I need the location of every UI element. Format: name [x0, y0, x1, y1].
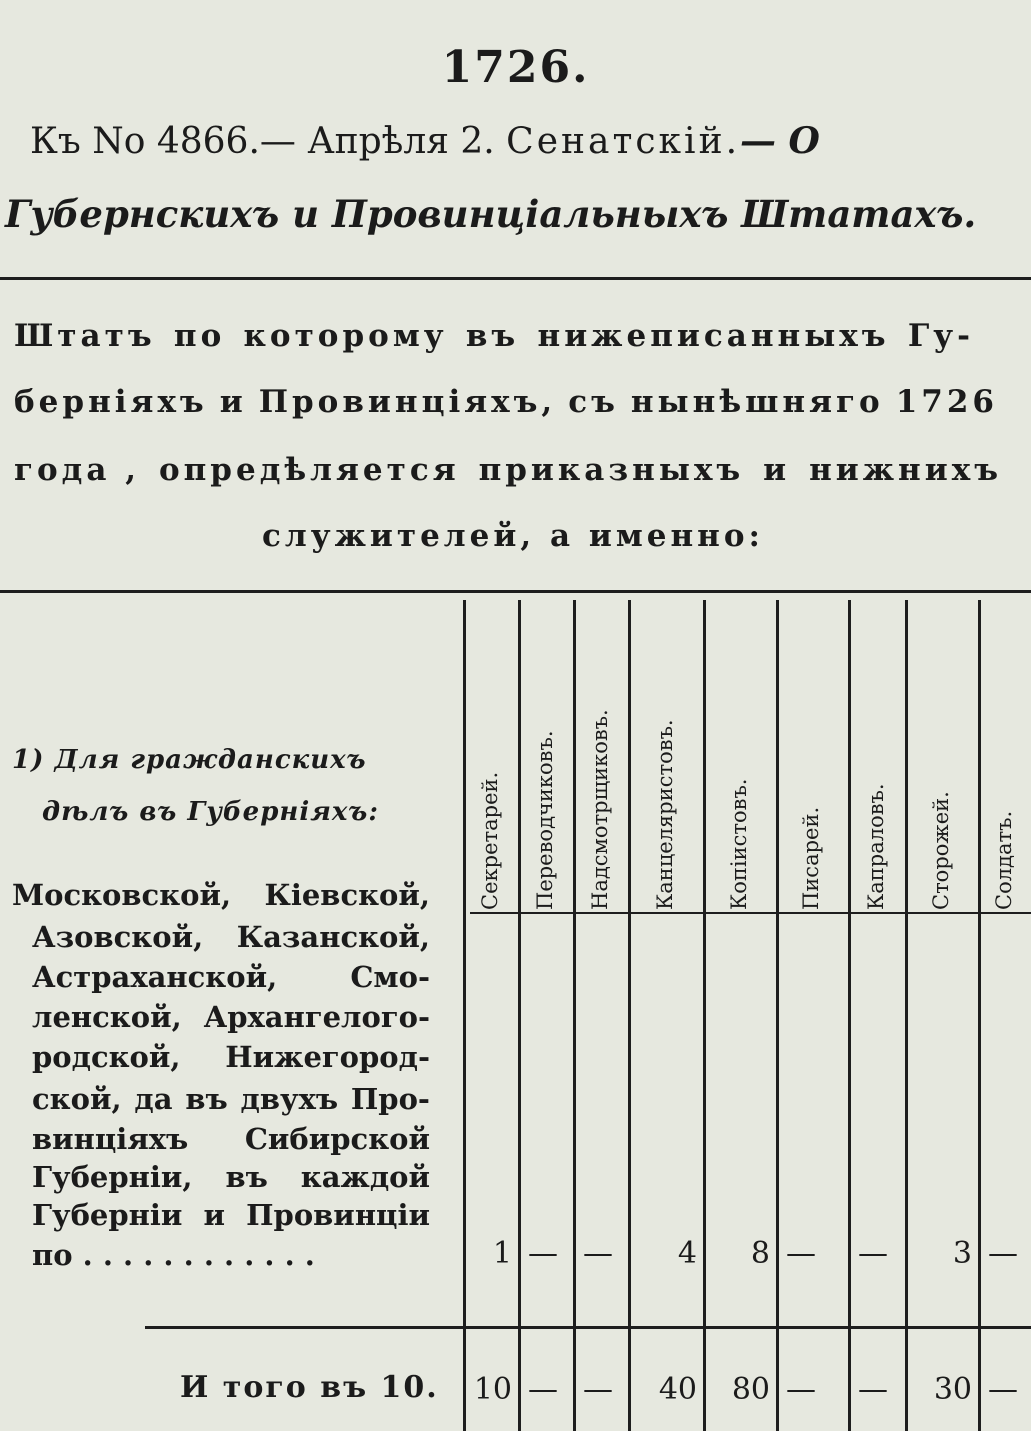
- total-cell-overseers: —: [583, 1372, 613, 1407]
- column-rule: [463, 600, 466, 1431]
- decree-word: приказныхъ: [478, 452, 745, 488]
- province-line: [32, 1040, 430, 1074]
- province-word: Азовской,: [32, 920, 204, 954]
- decree-word: года ,: [14, 452, 141, 488]
- province-line: [32, 1000, 430, 1034]
- column-rule: [628, 600, 631, 1431]
- province-word: Нижегород-: [225, 1040, 430, 1074]
- province-line: [32, 1238, 315, 1272]
- province-word: родской,: [32, 1040, 181, 1074]
- per-province-cell-overseers: —: [583, 1236, 613, 1271]
- column-header-translators: Переводчиковъ.: [532, 730, 557, 910]
- decree-word: 1726: [895, 384, 998, 420]
- province-line: [12, 878, 430, 912]
- document-subject: Губернскихъ и Провинціальныхъ Штатахъ.: [5, 192, 977, 236]
- column-header-overseers: Надсмотрщиковъ.: [587, 709, 612, 910]
- province-word: винціяхъ: [32, 1122, 189, 1156]
- decree-word: Штатъ: [14, 318, 156, 354]
- column-rule: [776, 600, 779, 1431]
- divider-top: [0, 277, 1031, 280]
- province-word: Московской,: [12, 878, 232, 912]
- province-word: Архангелого-: [203, 1000, 430, 1034]
- total-label: И того въ 10.: [180, 1370, 439, 1405]
- column-header-corporals: Капраловъ.: [863, 783, 888, 910]
- province-word: двухъ: [240, 1082, 339, 1116]
- decree-word: нынѣшняго: [630, 384, 884, 420]
- per-province-cell-secretaries: 1: [492, 1236, 512, 1271]
- column-header-clerks: Канцеляристовъ.: [652, 719, 677, 910]
- column-header-secretaries: Секретарей.: [477, 771, 502, 910]
- province-word: по . . . . . . . . . . . .: [32, 1238, 315, 1272]
- decree-word: и: [763, 452, 791, 488]
- column-header-soldiers: Солдатъ.: [991, 810, 1016, 910]
- province-word: ленской,: [32, 1000, 182, 1034]
- decree-word: нижнихъ: [809, 452, 1002, 488]
- province-word: да: [134, 1082, 173, 1116]
- decree-word: Гу-: [907, 318, 974, 354]
- column-rule: [848, 600, 851, 1431]
- total-cell-translators: —: [528, 1372, 558, 1407]
- decree-word: съ: [568, 384, 619, 420]
- column-rule: [518, 600, 521, 1431]
- section-heading-1: 1) Для гражданскихъ: [12, 745, 367, 775]
- decree-word: служителей, а именно:: [262, 518, 764, 554]
- decree-line-2: [14, 384, 998, 420]
- document-reference: [30, 120, 820, 162]
- column-header-scribes: Писарей.: [799, 806, 823, 910]
- province-line: [32, 1082, 430, 1116]
- province-word: Кіевской,: [264, 878, 430, 912]
- decree-line-4: [262, 518, 764, 554]
- column-header-watchmen: Сторожей.: [928, 791, 953, 910]
- province-word: Смо-: [350, 960, 430, 994]
- column-rule: [905, 600, 908, 1431]
- province-word: Губерніи,: [32, 1160, 193, 1194]
- section-heading-2: дѣлъ въ Губерніяхъ:: [42, 797, 379, 827]
- decree-word: опредѣляется: [158, 452, 460, 488]
- reference-number: Къ No 4866.: [30, 121, 260, 162]
- province-word: и: [203, 1198, 226, 1232]
- province-line: [32, 920, 430, 954]
- decree-word: которому: [243, 318, 448, 354]
- column-rule: [978, 600, 981, 1431]
- province-word: въ: [225, 1160, 268, 1194]
- per-province-cell-scribes: —: [786, 1236, 816, 1271]
- province-word: въ: [185, 1082, 228, 1116]
- decree-line-1: [14, 318, 974, 354]
- province-word: Провинціи: [246, 1198, 430, 1232]
- decree-word: по: [173, 318, 226, 354]
- province-word: Губерніи: [32, 1198, 183, 1232]
- per-province-cell-clerks: 4: [677, 1236, 697, 1271]
- total-cell-secretaries: 10: [473, 1372, 512, 1407]
- table-total-rule: [145, 1326, 1031, 1329]
- reference-type: Сенатскій.: [506, 121, 741, 162]
- province-line: [32, 1198, 430, 1232]
- reference-o: — О: [740, 120, 820, 162]
- per-province-cell-translators: —: [528, 1236, 558, 1271]
- province-word: Про-: [350, 1082, 430, 1116]
- decree-word: нижеписанныхъ: [537, 318, 890, 354]
- decree-word: берніяхъ: [14, 384, 208, 420]
- total-cell-clerks: 40: [658, 1372, 697, 1407]
- province-word: Казанской,: [236, 920, 430, 954]
- decree-word: Провинціяхъ,: [258, 384, 557, 420]
- per-province-cell-copyists: 8: [750, 1236, 770, 1271]
- province-line: [32, 1160, 430, 1194]
- total-cell-copyists: 80: [731, 1372, 770, 1407]
- decree-word: въ: [465, 318, 520, 354]
- reference-date: — Апрѣля 2.: [259, 121, 495, 162]
- province-word: каждой: [300, 1160, 430, 1194]
- total-cell-watchmen: 30: [933, 1372, 972, 1407]
- total-cell-scribes: —: [786, 1372, 816, 1407]
- per-province-cell-watchmen: 3: [952, 1236, 972, 1271]
- province-line: [32, 1122, 430, 1156]
- column-rule: [703, 600, 706, 1431]
- total-cell-soldiers: —: [988, 1372, 1018, 1407]
- province-word: ской,: [32, 1082, 122, 1116]
- column-rule: [573, 600, 576, 1431]
- per-province-cell-corporals: —: [858, 1236, 888, 1271]
- decree-word: и: [219, 384, 247, 420]
- total-cell-corporals: —: [858, 1372, 888, 1407]
- table-header-rule: [470, 912, 1031, 914]
- province-word: Сибирской: [244, 1122, 430, 1156]
- column-header-copyists: Копіистовъ.: [726, 778, 751, 910]
- per-province-cell-soldiers: —: [988, 1236, 1018, 1271]
- decree-line-3: [14, 452, 1002, 488]
- province-line: [32, 960, 430, 994]
- province-word: Астраханской,: [32, 960, 278, 994]
- page-year: 1726.: [441, 42, 590, 93]
- divider-table: [0, 590, 1031, 593]
